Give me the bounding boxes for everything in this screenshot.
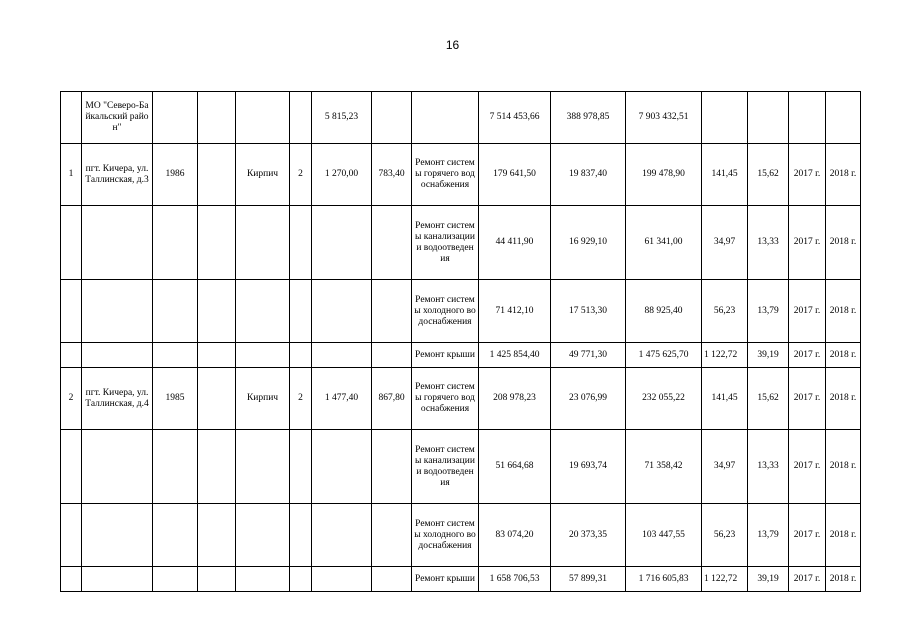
work-year-end: 2018 г. bbox=[826, 430, 861, 504]
work-unit-cost-2: 39,19 bbox=[748, 343, 789, 368]
work-name: Ремонт системы холодного водоснабжения bbox=[412, 504, 479, 567]
building-floors: 2 bbox=[290, 144, 312, 206]
work-year-end: 2018 г. bbox=[826, 206, 861, 280]
district-name: МО "Северо-Байкальский район" bbox=[82, 92, 153, 144]
work-cost-3: 1 716 605,83 bbox=[626, 567, 702, 592]
work-cost-1: 208 978,23 bbox=[479, 368, 551, 430]
work-cost-1: 83 074,20 bbox=[479, 504, 551, 567]
work-cost-2: 16 929,10 bbox=[551, 206, 626, 280]
work-unit-cost-2: 13,79 bbox=[748, 280, 789, 343]
table-row bbox=[61, 343, 861, 368]
work-year-start: 2017 г. bbox=[789, 144, 826, 206]
work-cost-2: 19 837,40 bbox=[551, 144, 626, 206]
work-year-start: 2017 г. bbox=[789, 504, 826, 567]
work-year-start: 2017 г. bbox=[789, 206, 826, 280]
work-cost-2: 17 513,30 bbox=[551, 280, 626, 343]
building-number: 1 bbox=[61, 144, 82, 206]
work-unit-cost: 34,97 bbox=[702, 206, 748, 280]
table-row bbox=[61, 504, 861, 567]
work-unit-cost-2: 13,79 bbox=[748, 504, 789, 567]
work-cost-1: 71 412,10 bbox=[479, 280, 551, 343]
building-address: пгт. Кичера, ул. Таллинская, д.3 bbox=[82, 144, 153, 206]
work-year-end: 2018 г. bbox=[826, 144, 861, 206]
work-year-end: 2018 г. bbox=[826, 368, 861, 430]
work-cost-1: 1 425 854,40 bbox=[479, 343, 551, 368]
work-year-start: 2017 г. bbox=[789, 430, 826, 504]
work-cost-3: 232 055,22 bbox=[626, 368, 702, 430]
work-cost-3: 103 447,55 bbox=[626, 504, 702, 567]
building-address: пгт. Кичера, ул. Таллинская, д.4 bbox=[82, 368, 153, 430]
table-row bbox=[61, 567, 861, 592]
building-material: Кирпич bbox=[236, 368, 290, 430]
work-cost-2: 49 771,30 bbox=[551, 343, 626, 368]
building-area-total: 1 477,40 bbox=[312, 368, 372, 430]
work-year-end: 2018 г. bbox=[826, 280, 861, 343]
work-cost-3: 88 925,40 bbox=[626, 280, 702, 343]
district-cost-c: 7 903 432,51 bbox=[626, 92, 702, 144]
work-name: Ремонт системы канализации и водоотведения bbox=[412, 206, 479, 280]
table-row bbox=[61, 280, 861, 343]
work-unit-cost-2: 15,62 bbox=[748, 368, 789, 430]
work-name: Ремонт системы горячего водоснабжения bbox=[412, 144, 479, 206]
building-year: 1986 bbox=[153, 144, 198, 206]
building-material: Кирпич bbox=[236, 144, 290, 206]
table-row bbox=[61, 430, 861, 504]
building-area-total: 1 270,00 bbox=[312, 144, 372, 206]
work-year-start: 2017 г. bbox=[789, 567, 826, 592]
work-name: Ремонт системы канализации и водоотведения bbox=[412, 430, 479, 504]
page-number: 16 bbox=[445, 38, 460, 52]
work-cost-2: 57 899,31 bbox=[551, 567, 626, 592]
work-cost-1: 1 658 706,53 bbox=[479, 567, 551, 592]
district-summary-row bbox=[61, 92, 861, 144]
building-area-res: 783,40 bbox=[372, 144, 412, 206]
table-row bbox=[61, 206, 861, 280]
work-unit-cost-2: 13,33 bbox=[748, 206, 789, 280]
building-year: 1985 bbox=[153, 368, 198, 430]
work-cost-2: 20 373,35 bbox=[551, 504, 626, 567]
work-year-end: 2018 г. bbox=[826, 343, 861, 368]
work-unit-cost: 56,23 bbox=[702, 504, 748, 567]
work-unit-cost: 141,45 bbox=[702, 144, 748, 206]
district-cost-total: 7 514 453,66 bbox=[479, 92, 551, 144]
work-name: Ремонт системы горячего водоснабжения bbox=[412, 368, 479, 430]
work-cost-3: 199 478,90 bbox=[626, 144, 702, 206]
work-name: Ремонт крыши bbox=[412, 567, 479, 592]
work-unit-cost: 1 122,72 bbox=[702, 343, 748, 368]
building-area-res: 867,80 bbox=[372, 368, 412, 430]
work-cost-2: 23 076,99 bbox=[551, 368, 626, 430]
district-cost-b: 388 978,85 bbox=[551, 92, 626, 144]
work-unit-cost-2: 39,19 bbox=[748, 567, 789, 592]
work-cost-2: 19 693,74 bbox=[551, 430, 626, 504]
work-year-start: 2017 г. bbox=[789, 368, 826, 430]
work-name: Ремонт системы холодного водоснабжения bbox=[412, 280, 479, 343]
work-year-start: 2017 г. bbox=[789, 343, 826, 368]
building-number: 2 bbox=[61, 368, 82, 430]
table-row bbox=[61, 144, 861, 206]
work-cost-1: 51 664,68 bbox=[479, 430, 551, 504]
work-name: Ремонт крыши bbox=[412, 343, 479, 368]
table-row bbox=[61, 368, 861, 430]
work-unit-cost-2: 15,62 bbox=[748, 144, 789, 206]
district-area: 5 815,23 bbox=[312, 92, 372, 144]
work-cost-1: 44 411,90 bbox=[479, 206, 551, 280]
work-cost-3: 71 358,42 bbox=[626, 430, 702, 504]
repair-program-table bbox=[60, 91, 861, 592]
work-year-start: 2017 г. bbox=[789, 280, 826, 343]
work-unit-cost-2: 13,33 bbox=[748, 430, 789, 504]
work-cost-3: 61 341,00 bbox=[626, 206, 702, 280]
work-unit-cost: 56,23 bbox=[702, 280, 748, 343]
building-floors: 2 bbox=[290, 368, 312, 430]
work-cost-1: 179 641,50 bbox=[479, 144, 551, 206]
work-unit-cost: 141,45 bbox=[702, 368, 748, 430]
work-unit-cost: 1 122,72 bbox=[702, 567, 748, 592]
work-unit-cost: 34,97 bbox=[702, 430, 748, 504]
work-year-end: 2018 г. bbox=[826, 504, 861, 567]
work-year-end: 2018 г. bbox=[826, 567, 861, 592]
work-cost-3: 1 475 625,70 bbox=[626, 343, 702, 368]
